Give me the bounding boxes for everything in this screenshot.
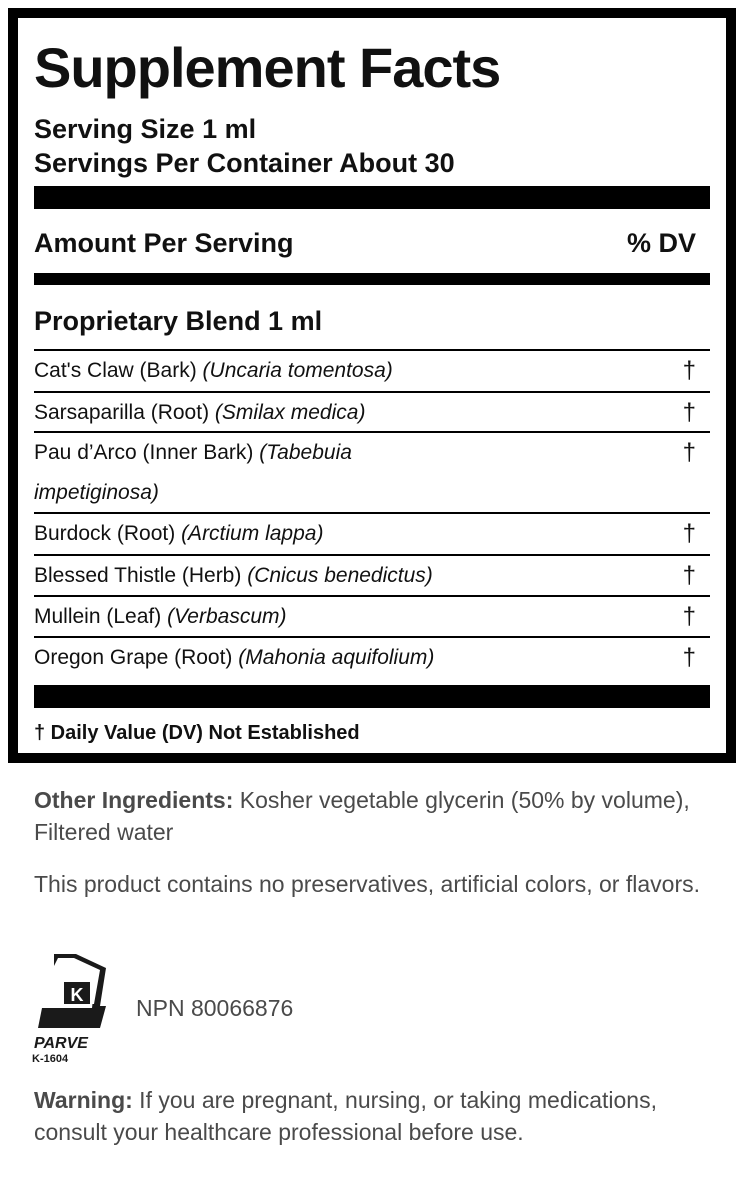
ingredient-row	[34, 433, 352, 473]
ingredient-row	[34, 556, 433, 596]
thick-divider-top	[34, 186, 710, 209]
ingredient-common-name: Oregon Grape (Root)	[34, 646, 233, 669]
ingredient-latin-name: (Mahonia aquifolium)	[238, 646, 435, 669]
ingredient-row	[34, 638, 434, 678]
kosher-letter: K	[70, 985, 84, 1005]
dv-dagger: †	[682, 603, 696, 630]
dv-dagger: †	[682, 562, 696, 589]
ingredient-latin-name: (Tabebuia	[259, 441, 352, 464]
ingredient-row	[34, 597, 287, 637]
ingredient-row	[34, 351, 393, 391]
thick-divider-bottom	[34, 685, 710, 708]
ingredient-latin-name: (Uncaria tomentosa)	[202, 359, 393, 382]
dv-dagger: †	[682, 357, 696, 384]
dv-dagger: †	[682, 439, 696, 466]
dv-dagger: †	[682, 399, 696, 426]
other-ingredients-text: Kosher vegetable glycerin (50% by volume), Filtered water	[34, 787, 690, 845]
proprietary-blend-name: Proprietary Blend 1 ml	[34, 306, 323, 336]
supplement-facts-panel	[8, 8, 736, 763]
kosher-parve-icon	[30, 950, 110, 1066]
dv-footnote: † Daily Value (DV) Not Established	[34, 722, 360, 744]
amount-per-serving-header: Amount Per Serving	[34, 228, 294, 258]
ingredient-latin-name: (Verbascum)	[167, 605, 287, 628]
dv-header: % DV	[626, 228, 696, 258]
disclaimer-text: This product contains no preservatives, artificial colors, or flavors.	[34, 871, 700, 897]
warning-body: If you are pregnant, nursing, or taking medications, consult your healthcare professional before use.	[34, 1087, 657, 1145]
warning-text	[34, 1084, 714, 1148]
ingredient-common-name: Burdock (Root)	[34, 522, 176, 545]
other-ingredients-label: Other Ingredients:	[34, 787, 234, 813]
panel-title: Supplement Facts	[34, 36, 501, 99]
servings-per-container: Servings Per Container About 30	[34, 148, 455, 178]
ingredient-common-name: Blessed Thistle (Herb)	[34, 564, 242, 587]
medium-divider	[34, 273, 710, 285]
kosher-word: PARVE	[34, 1035, 88, 1052]
kosher-code: K-1604	[32, 1053, 69, 1065]
ingredient-latin-name: (Cnicus benedictus)	[247, 564, 433, 587]
dv-dagger: †	[682, 520, 696, 547]
serving-size: Serving Size 1 ml	[34, 114, 257, 144]
ingredient-latin-name: impetiginosa)	[34, 481, 159, 504]
ingredient-latin-name: (Smilax medica)	[214, 401, 366, 424]
dv-dagger: †	[682, 644, 696, 671]
ingredient-common-name: Cat's Claw (Bark)	[34, 359, 197, 382]
ingredient-common-name: Mullein (Leaf)	[34, 605, 162, 628]
warning-label: Warning:	[34, 1087, 133, 1113]
npn-number: NPN 80066876	[136, 995, 294, 1021]
ingredient-row	[34, 393, 365, 433]
ingredient-row	[34, 514, 323, 554]
other-ingredients	[34, 784, 714, 848]
ingredient-row-continued	[34, 473, 159, 513]
ingredient-common-name: Pau d’Arco (Inner Bark)	[34, 441, 254, 464]
ingredient-common-name: Sarsaparilla (Root)	[34, 401, 210, 424]
ingredient-latin-name: (Arctium lappa)	[181, 522, 324, 545]
